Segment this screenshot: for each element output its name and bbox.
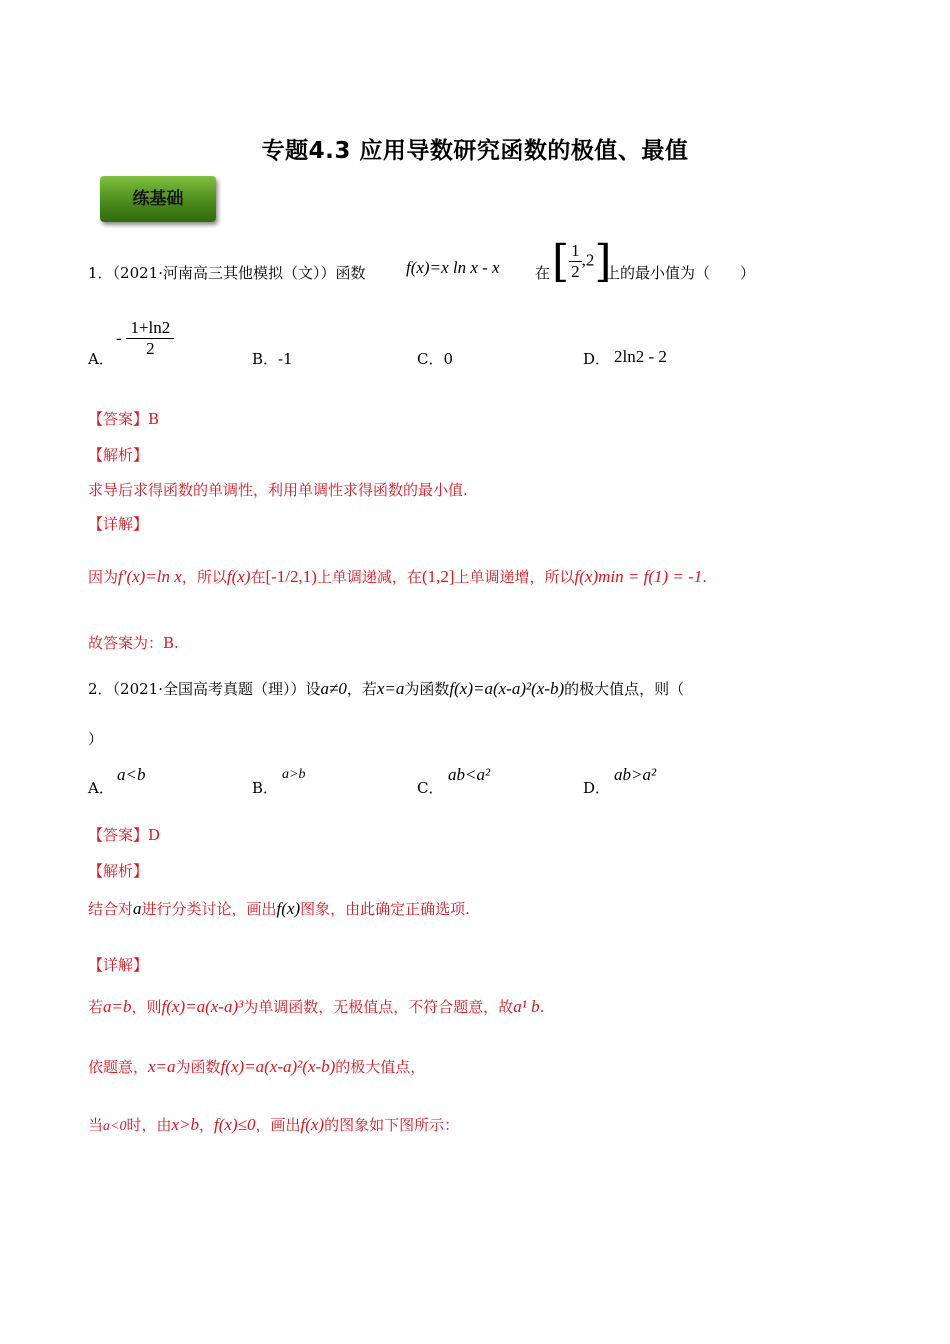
q1-source: （2021·河南高三其他模拟（文））函数 — [112, 264, 366, 282]
right-bracket: ] — [594, 236, 612, 287]
derivative: f′(x)=ln x — [118, 567, 182, 586]
q2-option-d: D． — [583, 779, 611, 797]
q1-function: f(x)=x ln x - x — [406, 258, 500, 277]
q1-tail: 上的最小值为（ ） — [605, 264, 756, 282]
q1-option-d-value: 2ln2 - 2 — [614, 347, 667, 366]
q1-analysis: 求导后求得函数的单调性，利用单调性求得函数的最小值. — [88, 481, 468, 499]
q1-number: 1． — [88, 264, 113, 282]
q2-option-a-value: a<b — [117, 765, 146, 784]
q2-detail-1: 若a=b，则f(x)=a(x-a)³为单调函数，无极值点，不符合题意，故a¹ b. — [88, 997, 545, 1016]
q1-stem — [88, 262, 366, 283]
q1-option-b: B．-1 — [252, 350, 293, 368]
q1-option-c: C．0 — [417, 350, 454, 368]
q1-detail-label: 【详解】 — [88, 515, 149, 533]
q2-detail-3: 当a<0时，由x>b，f(x)≤0，画出f(x)的图象如下图所示： — [88, 1115, 460, 1134]
q1-analysis-label: 【解析】 — [88, 446, 149, 464]
q2-stem: 2．（2021·全国高考真题（理））设a≠0，若x=a为函数f(x)=a(x-a)²(x-b)的极大值点，则（ — [88, 679, 685, 698]
interval-1: [-1/2,1) — [265, 567, 317, 586]
q1-option-a-value: - $\frac{1+\ln 2}{2}$ — [116, 318, 174, 359]
q1-fraction: $\frac{1}{2}$ — [571, 241, 580, 281]
q1-interval-right: ,2 — [581, 250, 595, 270]
q1-option-a-label: A． — [88, 350, 114, 368]
q1-interval — [552, 236, 612, 287]
min-value: f(x)min = f(1) = -1 — [574, 567, 703, 586]
q2-detail-2: 依题意，x=a为函数f(x)=a(x-a)²(x-b)的极大值点， — [88, 1057, 426, 1076]
q1-option-d-label: D． — [583, 350, 611, 368]
q2-answer: 【答案】D — [88, 826, 161, 844]
q1-detail: 因为f′(x)=ln x，所以f(x)在[-1/2,1)上单调递减，在(1,2]上单调递增，所以f(x)min = f(1) = -1. — [88, 567, 708, 586]
q1-answer: 【答案】B — [88, 410, 160, 428]
q2-option-c: C． — [417, 779, 444, 797]
interval-2: (1,2] — [421, 567, 455, 586]
q2-option-c-value: ab<a² — [448, 765, 491, 784]
left-bracket: [ — [552, 236, 570, 287]
q2-stem-close: ） — [88, 730, 104, 748]
q1-conclusion: 故答案为：B. — [88, 634, 179, 652]
q2-option-d-value: ab>a² — [614, 765, 657, 784]
q2-option-a: A． — [88, 779, 114, 797]
q2-option-b-value: a>b — [282, 767, 306, 782]
q2-detail-label: 【详解】 — [88, 956, 149, 974]
q1-mid: 在 — [535, 264, 551, 282]
q2-option-b: B． — [252, 779, 279, 797]
q2-analysis: 结合对a进行分类讨论，画出f(x)图象，由此确定正确选项. — [88, 899, 470, 918]
q2-analysis-label: 【解析】 — [88, 862, 149, 880]
section-badge: 练基础 — [100, 176, 216, 222]
page-title: 专题4.3 应用导数研究函数的极值、最值 — [261, 138, 689, 164]
